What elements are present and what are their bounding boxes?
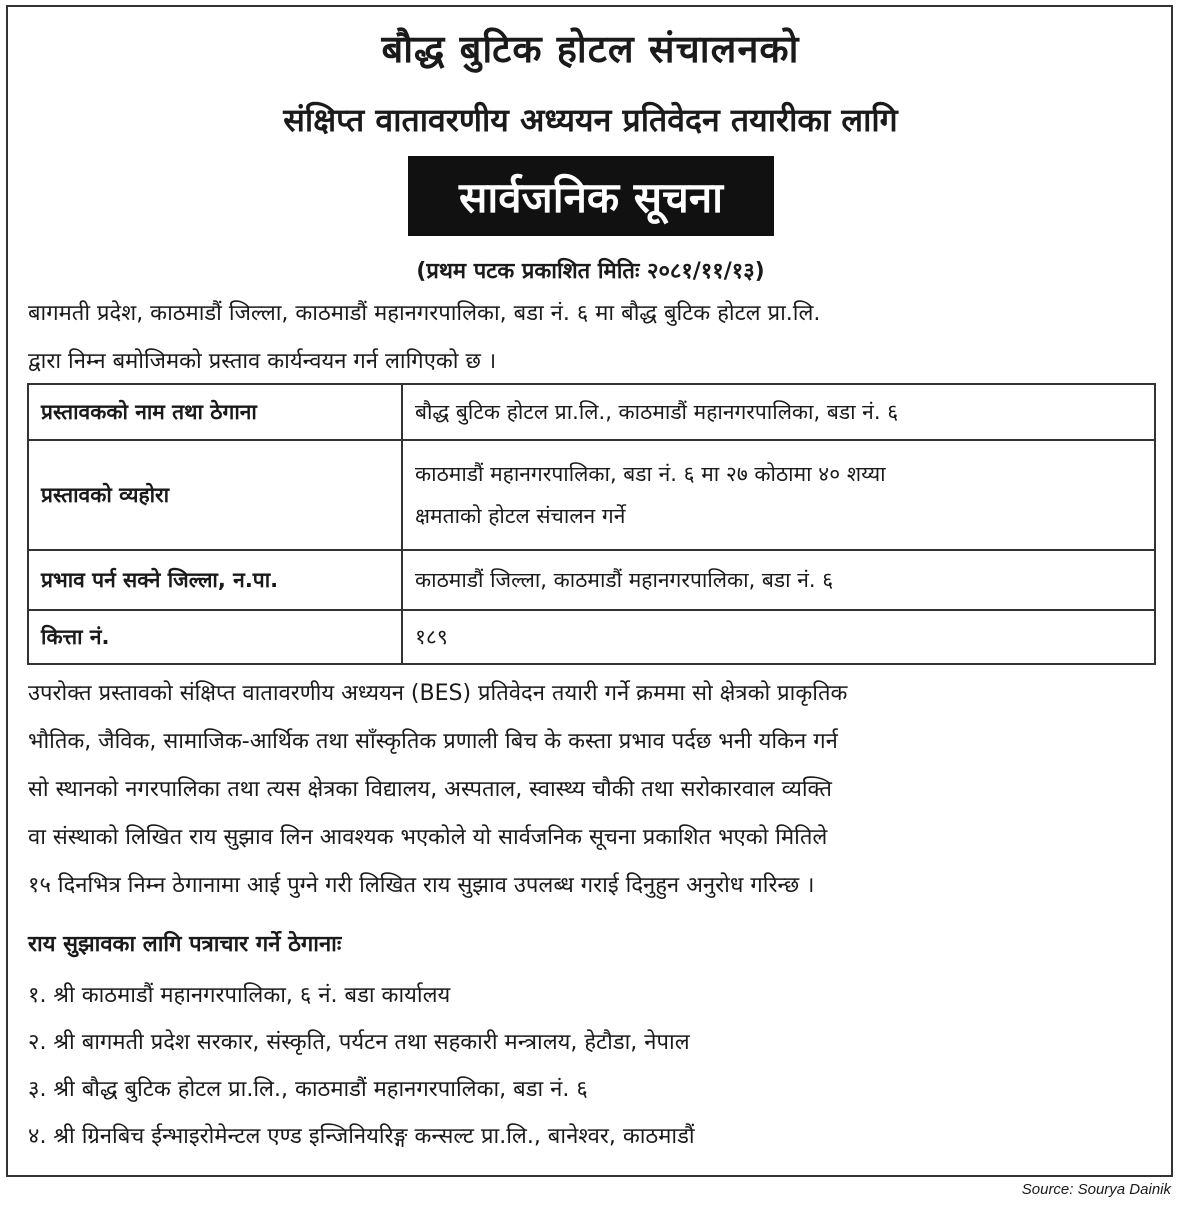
body-line: वा संस्थाको लिखित राय सुझाव लिन आवश्यक भएकोले यो सार्वजनिक सूचना प्रकाशित भएको मितिले [28,825,828,850]
row-value: काठमाडौं जिल्ला, काठमाडौं महानगरपालिका, बडा नं. ६ [402,550,1155,610]
list-item: ३. श्री बौद्ध बुटिक होटल प्रा.लि., काठमाडौं महानगरपालिका, बडा नं. ६ [28,1077,588,1102]
contacts-heading: राय सुझावका लागि पत्राचार गर्ने ठेगानाः [28,932,342,957]
contacts-list [28,972,1158,1160]
table-row [28,384,1155,440]
table-row [28,440,1155,550]
list-item: ४. श्री ग्रिनबिच ईन्भाइरोमेन्टल एण्ड इन्जिनियरिङ्ग कन्सल्ट प्रा.लि., बानेश्वर, काठमाडौं [28,1124,695,1149]
body-line: सो स्थानको नगरपालिका तथा त्यस क्षेत्रका विद्यालय, अस्पताल, स्वास्थ्य चौकी तथा सरोकारवाल व्यक्ति [28,777,832,802]
row-value-line: क्षमताको होटल संचालन गर्ने [415,504,626,528]
intro-line: द्वारा निम्न बमोजिमको प्रस्ताव कार्यन्वयन गर्न लागिएको छ । [28,349,497,374]
row-value: बौद्ध बुटिक होटल प्रा.लि., काठमाडौं महानगरपालिका, बडा नं. ६ [402,384,1155,440]
row-label: प्रस्तावकको नाम तथा ठेगाना [28,384,402,440]
table-row [28,610,1155,664]
row-value-line: काठमाडौं महानगरपालिका, बडा नं. ६ मा २७ कोठामा ४० शय्या [415,462,886,486]
title-line-1: बौद्ध बुटिक होटल संचालनको [381,27,800,71]
body-line: भौतिक, जैविक, सामाजिक-आर्थिक तथा साँस्कृतिक प्रणाली बिच के कस्ता प्रभाव पर्दछ भनी यकिन गर्न [28,729,838,754]
publication-date: (प्रथम पटक प्रकाशित मितिः २०८१/११/१३) [416,259,765,284]
row-value [402,440,1155,550]
title-line-2: संक्षिप्त वातावरणीय अध्ययन प्रतिवेदन तयारीका लागि [283,101,898,139]
source-credit: Source: Sourya Dainik [1021,1181,1171,1198]
intro-line: बागमती प्रदेश, काठमाडौं जिल्ला, काठमाडौं महानगरपालिका, बडा नं. ६ मा बौद्ध बुटिक होटल प्रा.लि. [28,301,821,326]
row-label: प्रभाव पर्न सक्ने जिल्ला, न.पा. [28,550,402,610]
public-notice-banner: सार्वजनिक सूचना [408,156,774,236]
proposal-table [27,383,1156,665]
row-value: १८९ [402,610,1155,664]
table-row [28,550,1155,610]
body-paragraph [28,670,1158,910]
intro-paragraph [28,290,1158,386]
list-item: २. श्री बागमती प्रदेश सरकार, संस्कृति, पर्यटन तथा सहकारी मन्त्रालय, हेटौडा, नेपाल [28,1030,690,1055]
row-label: प्रस्तावको व्यहोरा [28,440,402,550]
list-item: १. श्री काठमाडौं महानगरपालिका, ६ नं. बडा कार्यालय [28,983,451,1008]
row-label: कित्ता नं. [28,610,402,664]
body-line: उपरोक्त प्रस्तावको संक्षिप्त वातावरणीय अध्ययन (BES) प्रतिवेदन तयारी गर्ने क्रममा सो क्षेत्रको प्राकृतिक [28,681,848,706]
body-line: १५ दिनभित्र निम्न ठेगानामा आई पुग्ने गरी लिखित राय सुझाव उपलब्ध गराई दिनुहुन अनुरोध गरिन्छ । [28,873,815,898]
